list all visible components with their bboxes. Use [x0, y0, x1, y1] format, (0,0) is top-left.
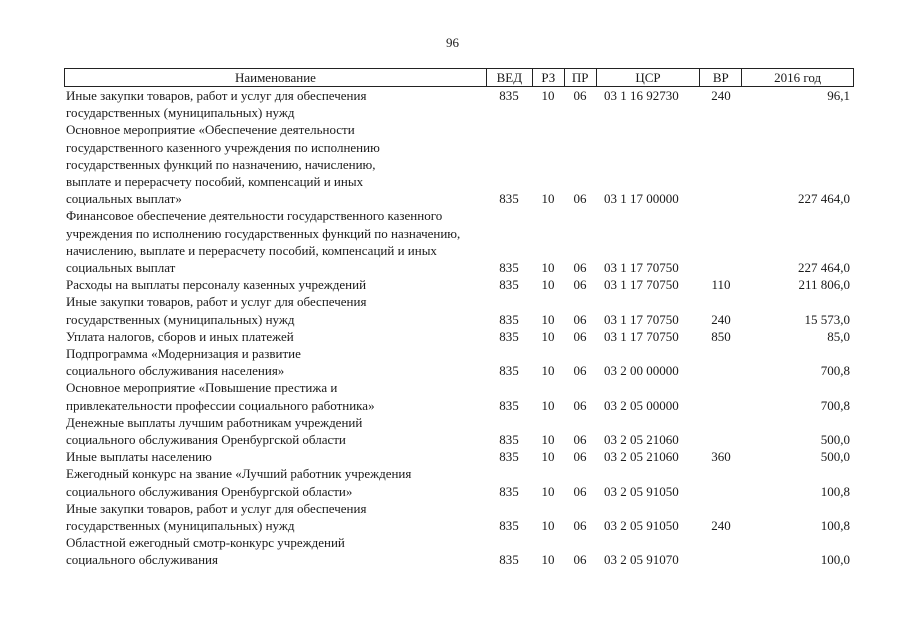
row-rz: 10 — [541, 88, 555, 104]
row-csr: 03 2 05 00000 — [604, 397, 679, 413]
row-name: Иные закупки товаров, работ и услуг для обеспечения государственных (муниципальных) нужд — [66, 500, 367, 534]
row-amount: 211 806,0 — [798, 277, 850, 293]
row-rz: 10 — [541, 432, 555, 448]
row-ved: 835 — [499, 191, 519, 207]
row-pr-cell — [564, 190, 596, 207]
row-rz: 10 — [541, 518, 555, 534]
row-pr: 06 — [573, 449, 587, 465]
row-pr: 06 — [573, 88, 587, 104]
row-ved: 835 — [499, 260, 519, 276]
row-csr-cell — [596, 397, 700, 414]
row-amount-cell — [742, 517, 854, 534]
row-name-cell — [64, 500, 486, 534]
row-name-cell — [64, 534, 486, 568]
row-ved-cell — [486, 190, 532, 207]
page-number: 96 — [446, 35, 459, 50]
row-pr-cell — [564, 276, 596, 293]
row-rz: 10 — [541, 397, 555, 413]
row-name-cell — [64, 121, 486, 207]
row-ved: 835 — [499, 518, 519, 534]
row-amount: 100,8 — [820, 518, 850, 534]
row-vr: 360 — [711, 449, 731, 465]
row-name-cell — [64, 448, 486, 465]
row-pr-cell — [564, 551, 596, 568]
row-name: Финансовое обеспечение деятельности государственного казенного учреждения по исполнению государственных функций по назначению, начислению, выплате и перерасчету пособий, компенсаций и иных социальных выплат — [66, 208, 461, 276]
row-amount-cell — [742, 328, 854, 345]
row-vr: 110 — [711, 277, 731, 293]
row-rz-cell — [532, 190, 564, 207]
row-pr-cell — [564, 311, 596, 328]
row-rz: 10 — [541, 311, 555, 327]
row-pr: 06 — [573, 552, 587, 568]
row-rz-cell — [532, 87, 564, 121]
table-row — [64, 500, 854, 534]
row-name: Денежные выплаты лучшим работникам учреждений социального обслуживания Оренбургской области — [66, 414, 363, 448]
row-name-cell — [64, 379, 486, 413]
row-rz-cell — [532, 448, 564, 465]
table-row — [64, 87, 854, 121]
row-pr-cell — [564, 517, 596, 534]
row-rz: 10 — [541, 483, 555, 499]
row-pr: 06 — [573, 483, 587, 499]
row-pr-cell — [564, 259, 596, 276]
table-row — [64, 276, 854, 293]
row-pr: 06 — [573, 311, 587, 327]
row-pr: 06 — [573, 432, 587, 448]
row-amount-cell — [742, 311, 854, 328]
row-amount-cell — [742, 551, 854, 568]
row-pr: 06 — [573, 260, 587, 276]
row-ved: 835 — [499, 432, 519, 448]
row-csr: 03 1 17 70750 — [604, 311, 679, 327]
row-rz-cell — [532, 551, 564, 568]
table-row — [64, 414, 854, 448]
row-ved-cell — [486, 259, 532, 276]
row-csr-cell — [596, 190, 700, 207]
row-amount: 500,0 — [820, 432, 850, 448]
row-ved: 835 — [499, 311, 519, 327]
row-rz: 10 — [541, 363, 555, 379]
row-vr-cell — [700, 517, 742, 534]
row-name-cell — [64, 276, 486, 293]
row-pr: 06 — [573, 397, 587, 413]
row-ved-cell — [486, 397, 532, 414]
row-csr: 03 2 00 00000 — [604, 363, 679, 379]
row-csr: 03 1 17 70750 — [604, 277, 679, 293]
row-csr: 03 1 17 00000 — [604, 191, 679, 207]
row-csr: 03 2 05 21060 — [604, 449, 679, 465]
row-rz: 10 — [541, 449, 555, 465]
row-rz-cell — [532, 397, 564, 414]
row-csr-cell — [596, 259, 700, 276]
row-amount: 500,0 — [820, 449, 850, 465]
row-name-cell — [64, 207, 486, 276]
row-csr-cell — [596, 276, 700, 293]
row-vr: 240 — [711, 518, 731, 534]
row-name: Расходы на выплаты персоналу казенных учреждений — [66, 277, 367, 293]
row-amount-cell — [742, 87, 854, 121]
row-pr-cell — [564, 328, 596, 345]
row-csr-cell — [596, 311, 700, 328]
row-rz-cell — [532, 483, 564, 500]
row-name: Иные выплаты населению — [66, 449, 212, 465]
row-vr-cell — [700, 276, 742, 293]
row-ved: 835 — [499, 363, 519, 379]
table-row — [64, 448, 854, 465]
row-amount-cell — [742, 362, 854, 379]
row-vr: 240 — [711, 311, 731, 327]
row-name: Областной ежегодный смотр-конкурс учреждений социального обслуживания — [66, 535, 345, 568]
row-name: Основное мероприятие «Обеспечение деятельности государственного казенного учреждения по исполнению государственных функций по назначению, начислению, выплате и перерасчету пособий, компенсаций и иных социальных выплат» — [66, 122, 380, 207]
table-row — [64, 328, 854, 345]
row-ved: 835 — [499, 397, 519, 413]
row-rz: 10 — [541, 191, 555, 207]
row-amount-cell — [742, 259, 854, 276]
row-csr: 03 2 05 91070 — [604, 552, 679, 568]
budget-table — [64, 68, 854, 569]
row-name-cell — [64, 328, 486, 345]
header-name: Наименование — [234, 69, 316, 85]
table-header — [64, 68, 854, 87]
row-ved-cell — [486, 87, 532, 121]
row-csr-cell — [596, 551, 700, 568]
row-vr: 240 — [711, 88, 731, 104]
header-rz: РЗ — [532, 69, 564, 86]
row-rz: 10 — [541, 277, 555, 293]
row-amount: 85,0 — [827, 328, 850, 344]
row-pr: 06 — [573, 277, 587, 293]
row-pr-cell — [564, 87, 596, 121]
row-ved-cell — [486, 448, 532, 465]
row-name: Основное мероприятие «Повышение престижа и привлекательности профессии социального работника» — [66, 380, 375, 413]
row-amount: 700,8 — [820, 363, 850, 379]
row-csr-cell — [596, 328, 700, 345]
row-rz-cell — [532, 276, 564, 293]
row-csr-cell — [596, 483, 700, 500]
table-row — [64, 121, 854, 207]
table-row — [64, 293, 854, 327]
row-vr: 850 — [711, 328, 731, 344]
row-pr: 06 — [573, 363, 587, 379]
row-ved: 835 — [499, 88, 519, 104]
row-ved-cell — [486, 517, 532, 534]
row-csr: 03 1 16 92730 — [604, 88, 679, 104]
row-rz-cell — [532, 328, 564, 345]
row-csr-cell — [596, 87, 700, 121]
row-rz: 10 — [541, 552, 555, 568]
row-name-cell — [64, 414, 486, 448]
row-amount: 96,1 — [827, 88, 850, 104]
row-csr: 03 2 05 91050 — [604, 518, 679, 534]
table-row — [64, 345, 854, 379]
row-ved: 835 — [499, 449, 519, 465]
row-ved-cell — [486, 483, 532, 500]
row-name-cell — [64, 345, 486, 379]
header-csr: ЦСР — [596, 69, 700, 86]
row-pr-cell — [564, 483, 596, 500]
header-amount: 2016 год — [741, 69, 853, 86]
row-csr: 03 1 17 70750 — [604, 328, 679, 344]
row-ved-cell — [486, 311, 532, 328]
row-amount-cell — [742, 448, 854, 465]
row-name: Ежегодный конкурс на звание «Лучший работник учреждения социального обслуживания Оренбургской области» — [66, 466, 412, 499]
row-amount: 100,8 — [820, 483, 850, 499]
row-name-cell — [64, 293, 486, 327]
row-amount: 700,8 — [820, 397, 850, 413]
row-pr-cell — [564, 431, 596, 448]
row-csr: 03 2 05 21060 — [604, 432, 679, 448]
row-rz-cell — [532, 311, 564, 328]
row-pr: 06 — [573, 191, 587, 207]
row-csr-cell — [596, 517, 700, 534]
table-row — [64, 465, 854, 499]
row-csr: 03 1 17 70750 — [604, 260, 679, 276]
row-ved-cell — [486, 276, 532, 293]
row-ved-cell — [486, 431, 532, 448]
row-name: Иные закупки товаров, работ и услуг для обеспечения государственных (муниципальных) нужд — [66, 294, 367, 327]
row-amount: 227 464,0 — [798, 260, 850, 276]
row-pr-cell — [564, 397, 596, 414]
row-rz-cell — [532, 517, 564, 534]
row-ved: 835 — [499, 328, 519, 344]
row-rz-cell — [532, 431, 564, 448]
row-name: Иные закупки товаров, работ и услуг для обеспечения государственных (муниципальных) нужд — [66, 88, 367, 121]
row-ved: 835 — [499, 552, 519, 568]
row-csr-cell — [596, 448, 700, 465]
row-rz-cell — [532, 362, 564, 379]
row-amount-cell — [742, 397, 854, 414]
row-vr-cell — [700, 448, 742, 465]
row-amount-cell — [742, 431, 854, 448]
row-ved-cell — [486, 362, 532, 379]
row-vr-cell — [700, 87, 742, 121]
row-amount: 100,0 — [820, 552, 850, 568]
header-vr: ВР — [699, 69, 741, 86]
row-csr-cell — [596, 362, 700, 379]
table-row — [64, 379, 854, 413]
row-pr: 06 — [573, 328, 587, 344]
row-csr: 03 2 05 91050 — [604, 483, 679, 499]
row-pr-cell — [564, 448, 596, 465]
row-name: Уплата налогов, сборов и иных платежей — [66, 328, 294, 344]
row-name: Подпрограмма «Модернизация и развитие социального обслуживания населения» — [66, 346, 301, 379]
row-pr-cell — [564, 362, 596, 379]
row-name-cell — [64, 465, 486, 499]
row-pr: 06 — [573, 518, 587, 534]
row-rz-cell — [532, 259, 564, 276]
row-vr-cell — [700, 311, 742, 328]
row-ved-cell — [486, 551, 532, 568]
table-body — [64, 87, 854, 569]
row-amount-cell — [742, 483, 854, 500]
row-rz: 10 — [541, 328, 555, 344]
row-amount-cell — [742, 276, 854, 293]
header-ved: ВЕД — [486, 69, 532, 86]
row-vr-cell — [700, 328, 742, 345]
table-row — [64, 207, 854, 276]
row-ved: 835 — [499, 277, 519, 293]
row-ved: 835 — [499, 483, 519, 499]
row-csr-cell — [596, 431, 700, 448]
row-amount: 227 464,0 — [798, 191, 850, 207]
row-ved-cell — [486, 328, 532, 345]
row-rz: 10 — [541, 260, 555, 276]
table-row — [64, 534, 854, 568]
row-amount-cell — [742, 190, 854, 207]
row-amount: 15 573,0 — [804, 311, 850, 327]
row-name-cell — [64, 87, 486, 121]
header-pr: ПР — [564, 69, 596, 86]
